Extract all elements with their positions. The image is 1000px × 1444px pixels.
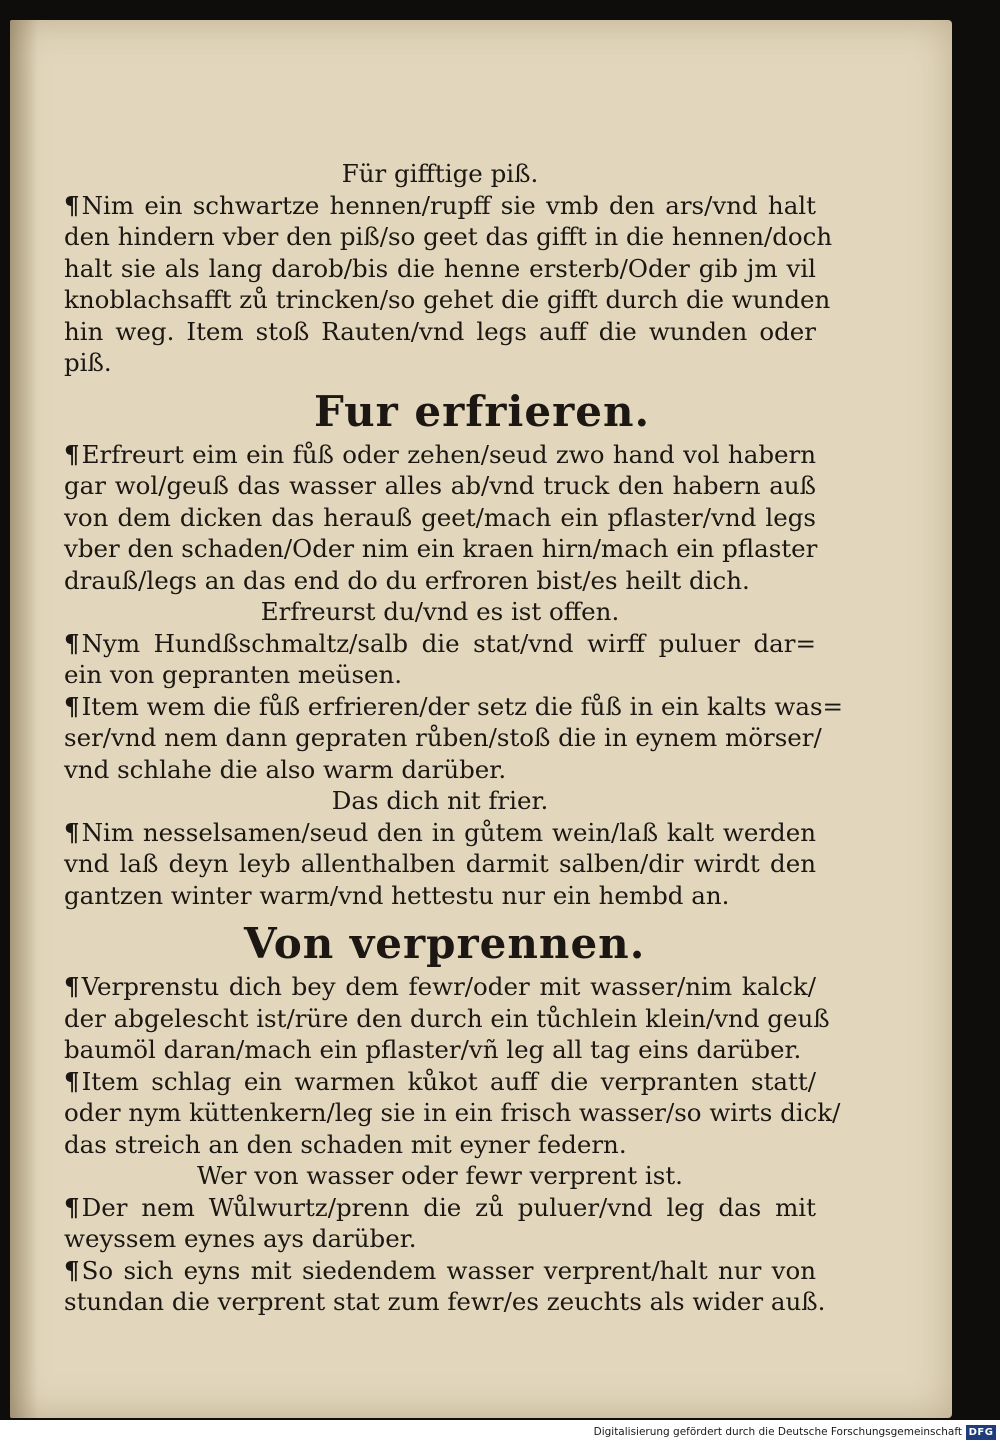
text-line: weyssem eynes ays darüber.: [64, 1224, 417, 1253]
pilcrow-icon: ¶: [64, 1255, 80, 1285]
section-title: Für gifftige piß.: [341, 159, 539, 188]
pilcrow-icon: ¶: [64, 1066, 80, 1096]
text-line: ¶Erfreurt eim ein fůß oder zehen/seud zwo hand vol habern: [64, 439, 816, 469]
text-line: oder nym küttenkern/leg sie in ein frisch wasser/so wirts dick/: [64, 1098, 841, 1127]
text-line: ¶Nim nesselsamen/seud den in gůtem wein/laß kalt werden: [64, 817, 816, 847]
text-line: drauß/legs an das end do du erfroren bist/es heilt dich.: [64, 565, 750, 595]
pilcrow-icon: ¶: [64, 972, 80, 1001]
page-text: [64, 158, 844, 1318]
chapter-heading: Fur erfrieren.: [314, 386, 651, 436]
section-title: Wer von wasser oder fewr verprent ist.: [197, 1161, 683, 1190]
section-title: Das dich nit frier.: [331, 786, 549, 815]
text-line: den hindern vber den piß/so geet das gifft in die hennen/doch: [64, 222, 833, 251]
text-line: vnd laß deyn leyb allenthalben darmit salben/dir wirdt den: [64, 849, 816, 878]
text-line: der abgelescht ist/rüre den durch ein tůchlein klein/vnd geuß: [64, 1003, 830, 1033]
text-line: ¶Item wem die fůß erfrieren/der setz die fůß in ein kalts was=: [64, 691, 844, 721]
funding-footer: [0, 1422, 1000, 1444]
pilcrow-icon: ¶: [64, 1192, 80, 1222]
dfg-logo: DFG: [966, 1425, 996, 1440]
book-page: [10, 20, 952, 1418]
text-line: piß.: [64, 348, 112, 377]
pilcrow-icon: ¶: [64, 691, 80, 721]
pilcrow-icon: ¶: [64, 817, 80, 847]
pilcrow-icon: ¶: [64, 439, 80, 469]
text-line: halt sie als lang darob/bis die henne ersterb/Oder gib jm vil: [64, 253, 816, 283]
text-line: gantzen winter warm/vnd hettestu nur ein hembd an.: [64, 880, 730, 910]
pilcrow-icon: ¶: [64, 628, 80, 658]
text-line: vber den schaden/Oder nim ein kraen hirn/mach ein pflaster: [64, 534, 818, 563]
text-line: ¶Nym Hundßschmaltz/salb die stat/vnd wirff puluer dar=: [64, 628, 816, 658]
text-line: knoblachsafft zů trincken/so gehet die gifft durch die wunden: [64, 285, 831, 314]
text-line: ser/vnd nem dann gepraten růben/stoß die in eynem mörser/: [64, 723, 822, 752]
text-line: ¶Item schlag ein warmen kůkot auff die verpranten statt/: [64, 1066, 816, 1096]
text-line: baumöl daran/mach ein pflaster/vñ leg all tag eins darüber.: [64, 1035, 802, 1064]
section-title: Erfreurst du/vnd es ist offen.: [260, 597, 620, 626]
text-line: hin weg. Item stoß Rauten/vnd legs auff die wunden oder: [64, 316, 816, 346]
text-line: ¶Nim ein schwartze hennen/rupff sie vmb den ars/vnd halt: [64, 190, 816, 220]
chapter-heading: Von verprennen.: [244, 919, 646, 968]
text-line: von dem dicken das herauß geet/mach ein pflaster/vnd legs: [64, 502, 816, 532]
funding-notice: Digitalisierung gefördert durch die Deutsche Forschungsgemeinschaft: [593, 1426, 962, 1438]
text-line: ¶So sich eyns mit siedendem wasser verprent/halt nur von: [64, 1255, 816, 1285]
text-line: ein von gepranten meüsen.: [64, 660, 403, 689]
text-line: ¶Verprenstu dich bey dem fewr/oder mit wasser/nim kalck/: [64, 972, 816, 1001]
text-line: vnd schlahe die also warm darüber.: [64, 754, 507, 784]
text-line: gar wol/geuß das wasser alles ab/vnd truck den habern auß: [64, 471, 816, 500]
text-line: stundan die verprent stat zum fewr/es zeuchts als wider auß.: [64, 1287, 826, 1316]
text-line: das streich an den schaden mit eyner federn.: [64, 1129, 627, 1159]
text-line: ¶Der nem Wůlwurtz/prenn die zů puluer/vnd leg das mit: [64, 1192, 816, 1222]
pilcrow-icon: ¶: [64, 190, 80, 220]
